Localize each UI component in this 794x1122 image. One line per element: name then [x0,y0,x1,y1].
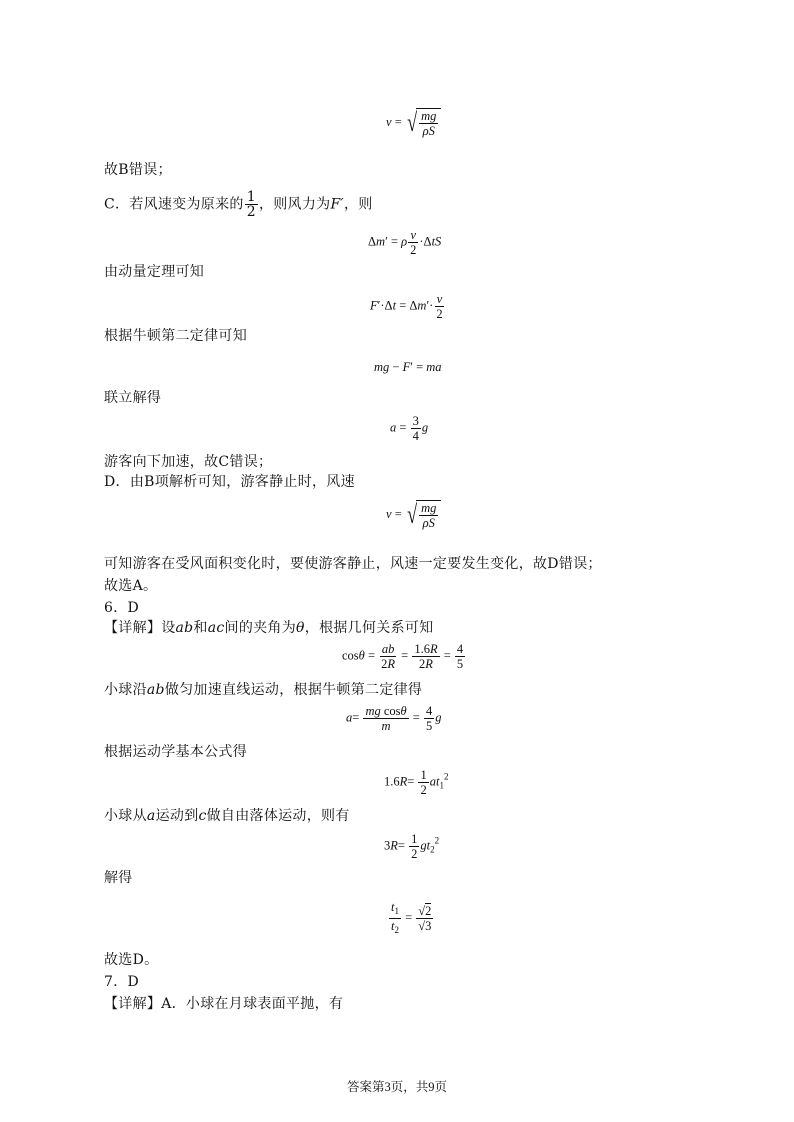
text-line: 游客向下加速，故C错误； [104,454,273,470]
equation-newton: mg − F′ = ma [374,360,442,374]
equation-v-sqrt-1: v = √ $\frac{mg}{\rho S}$ [386,108,441,138]
equation-kinematic-1: 1.6R= $\frac{1}{2}$ $at_1^2$ [384,768,449,797]
text-line: 解得 [104,870,133,886]
text-line: 联立解得 [104,390,162,406]
text-line: 7．D [104,974,140,990]
text-line: 根据运动学基本公式得 [104,744,247,760]
equation-a-3-4-g: a = $\frac{3}{4}$ g [390,414,429,443]
equation-v-sqrt-2: v = √ $\frac{mg}{\rho S}$ [386,500,441,530]
text-line: 故B错误； [104,162,172,178]
text-line: 根据牛顿第二定律可知 [104,328,247,344]
equation-free-fall: 3R= $\frac{1}{2}$ $gt_2^2$ [384,832,440,861]
text-line: 由动量定理可知 [104,264,205,280]
equation-momentum: F′·Δt = Δm′· $\frac{v}{2}$ [370,292,443,321]
page-footer: 答案第3页，共9页 [346,1080,447,1094]
text-line: D．由B项解析可知，游客静止时，风速 [104,474,355,490]
text-line: 可知游客在受风面积变化时，要使游客静止，风速一定要发生变化，故D错误； [104,556,602,572]
text-line: 【详解】A．小球在月球表面平抛，有 [104,996,344,1012]
text-line: 【详解】设ab和ac间的夹角为θ，根据几何关系可知 [104,620,434,636]
text-line: 故选D。 [104,952,159,968]
equation-cos-theta: cosθ = $\frac{ab}{2R}$ = $\frac{1.6R}{2R}$ = $\frac{4}{5}$ [342,642,464,671]
text-line: 小球从a运动到c做自由落体运动，则有 [104,808,350,824]
text-line: C．若风速变为原来的 $\frac{1}{2}$ ，则风力为F′，则 [104,189,373,220]
text-line: 6．D [104,600,140,616]
text-line: 小球沿ab做匀加速直线运动，根据牛顿第二定律得 [104,682,423,698]
equation-time-ratio: $\frac{t_1}{t_2}$ = $\frac{√2}{√3}$ [391,900,432,935]
text-line: 故选A。 [104,578,158,594]
equation-acceleration: a= $\frac{\text{mg cosθ}}{m}$ = $\frac{4}{5}$ g [346,704,442,733]
equation-delta-m: Δm′ = ρ $\frac{v}{2}$ ·ΔtS [368,228,442,257]
